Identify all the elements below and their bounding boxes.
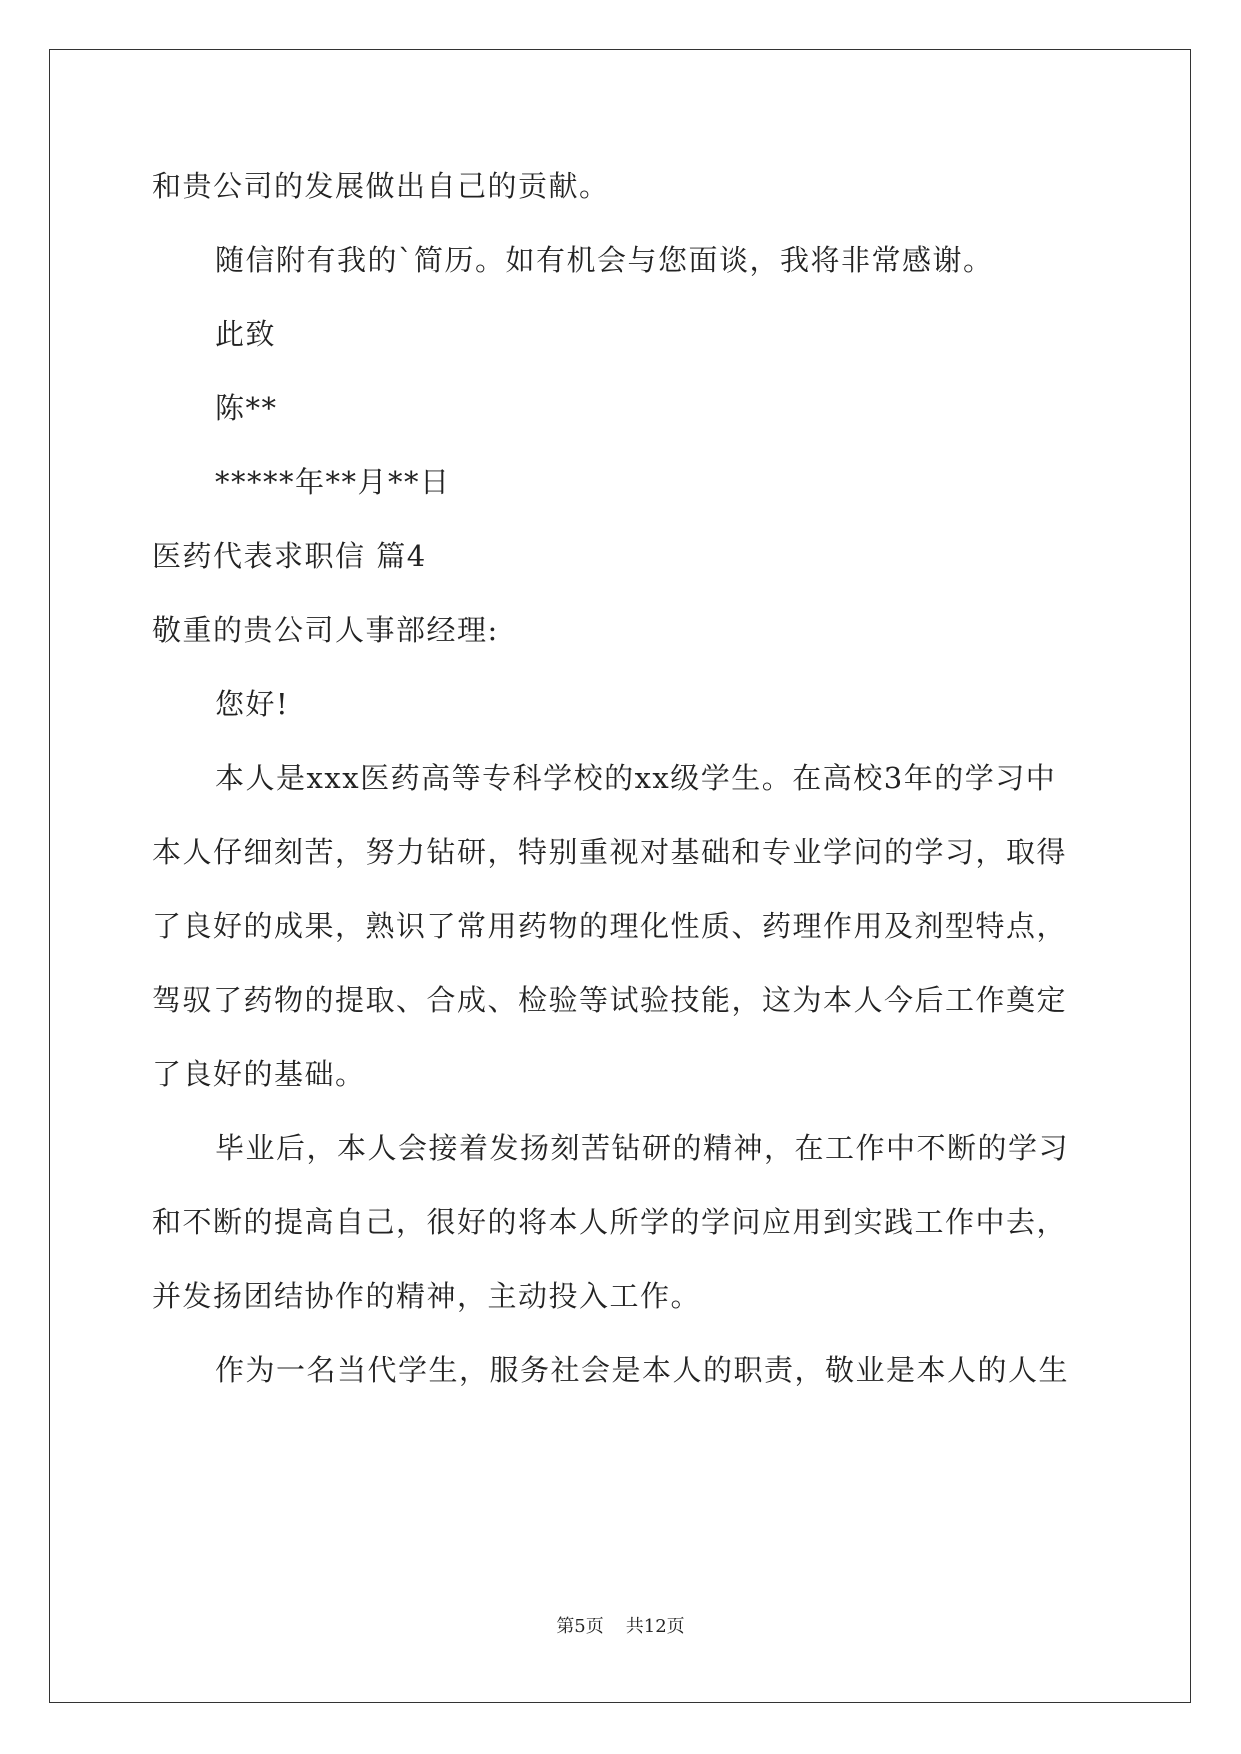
greeting-line: 您好! — [215, 687, 290, 721]
text-line: 毕业后，本人会接着发扬刻苦钻研的精神，在工作中不断的学习 — [215, 1131, 1070, 1165]
text-line: 了良好的成果，熟识了常用药物的理化性质、药理作用及剂型特点， — [152, 909, 1068, 943]
text-line: 和贵公司的发展做出自己的贡献。 — [152, 169, 610, 203]
signature-name: 陈** — [215, 391, 278, 425]
text-line: 并发扬团结协作的精神，主动投入工作。 — [152, 1279, 702, 1313]
section-heading: 医药代表求职信 篇4 — [152, 539, 427, 573]
text-line: 作为一名当代学生，服务社会是本人的职责，敬业是本人的人生 — [215, 1353, 1070, 1387]
text-line: 本人是xxx医药高等专科学校的xx级学生。在高校3年的学习中 — [215, 761, 1057, 795]
page-number: 第5页 — [556, 1616, 604, 1637]
signature-date: *****年**月**日 — [215, 465, 451, 499]
text-line: 本人仔细刻苦，努力钻研，特别重视对基础和专业学问的学习，取得 — [152, 835, 1068, 869]
text-line: 和不断的提高自己，很好的将本人所学的学问应用到实践工作中去， — [152, 1205, 1068, 1239]
text-line: 了良好的基础。 — [152, 1057, 366, 1091]
closing-salutation: 此致 — [215, 317, 277, 351]
greeting: 敬重的贵公司人事部经理: — [152, 613, 499, 647]
text-line: 驾驭了药物的提取、合成、检验等试验技能，这为本人今后工作奠定 — [152, 983, 1068, 1017]
page-total: 共12页 — [625, 1616, 685, 1637]
text-line: 随信附有我的`简历。如有机会与您面谈，我将非常感谢。 — [215, 243, 994, 277]
page-border — [49, 49, 1191, 1703]
page-footer — [0, 1612, 1241, 1638]
